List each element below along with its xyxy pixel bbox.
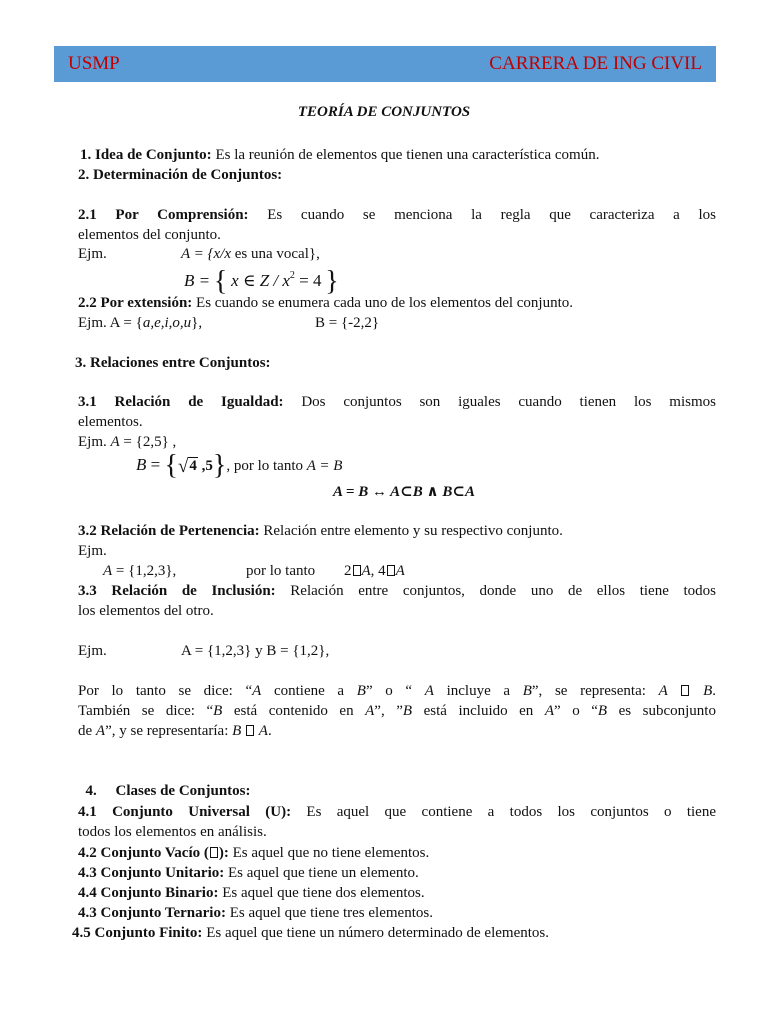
section-2-label: 2. Determinación de Conjuntos: xyxy=(78,167,283,183)
p2-c: A xyxy=(365,703,375,719)
section-2-1-text: Es cuando se menciona la regla que caracteriza a los xyxy=(248,207,717,223)
section-3-3-line-2: los elementos del otro. xyxy=(78,603,214,619)
set-a-var: A xyxy=(110,434,120,450)
inclusion-paragraph-line-3 xyxy=(78,722,272,740)
rel2-num: 4 xyxy=(378,563,386,579)
p1-i: A xyxy=(658,683,668,699)
set-var: A xyxy=(103,563,113,579)
section-1-label: 1. Idea de Conjunto: xyxy=(80,147,212,163)
set-b-eq: = 4 xyxy=(294,271,322,290)
section-1 xyxy=(80,146,599,164)
section-3 xyxy=(75,354,271,372)
section-2-2-example xyxy=(78,314,202,332)
section-2-1-label: 2.1 Por Comprensión: xyxy=(78,207,249,223)
set-b-exponent: 2 xyxy=(289,270,295,281)
p2-d: ”, ” xyxy=(374,703,403,719)
equality-formula: A = B ↔ A⊂B ∧ B⊂A xyxy=(332,484,475,500)
section-4-3-label: 4.3 Conjunto Unitario: xyxy=(78,865,225,881)
section-4-6-label: 4.5 Conjunto Finito: xyxy=(72,925,203,941)
p1-e: A xyxy=(424,683,434,699)
set-a-values: = {2,5} , xyxy=(119,434,177,450)
p1-0: Por lo tanto se dice: “ xyxy=(78,683,253,699)
missing-glyph-icon xyxy=(353,565,361,576)
inclusion-paragraph-line-2 xyxy=(78,702,716,720)
section-4-1-line-1 xyxy=(78,803,716,821)
section-3-3-text: Relación entre conjuntos, donde uno de ellos tiene todos xyxy=(275,583,716,599)
section-3-label: 3. Relaciones entre Conjuntos: xyxy=(75,355,271,371)
conclusion: A = B xyxy=(306,458,343,474)
section-4-1-line-2: todos los elementos en análisis. xyxy=(78,824,267,840)
section-3-2-so: por lo tanto xyxy=(246,563,316,579)
p3-e: A xyxy=(258,723,268,739)
section-4-6 xyxy=(72,924,549,942)
p3-c: ”, y se representaría: xyxy=(105,723,233,739)
section-4-5 xyxy=(78,904,433,922)
rbrace: } xyxy=(212,450,227,481)
section-4-1-text: Es aquel que contiene a todos los conjuntos o tiene xyxy=(291,804,716,820)
p2-a: B xyxy=(213,703,223,719)
section-2-2 xyxy=(78,294,573,312)
set-b-lhs: B = xyxy=(184,271,211,290)
section-3-1-label: 3.1 Relación de Igualdad: xyxy=(78,394,284,410)
rel1-num: 2 xyxy=(344,563,352,579)
p2-g: A xyxy=(544,703,555,719)
section-2-1-line-2: elementos del conjunto. xyxy=(78,227,221,243)
sqrt-symbol: √ xyxy=(177,456,189,477)
set-a-lhs: A = { xyxy=(181,246,214,262)
section-2-1-ejm: Ejm. xyxy=(78,246,107,262)
p2-f: está incluido en xyxy=(412,703,545,719)
ejm-a-close: }, xyxy=(191,315,203,331)
section-4-2 xyxy=(78,844,429,862)
section-4-2-label-a: 4.2 Conjunto Vacío ( xyxy=(78,845,209,861)
section-3-2 xyxy=(78,522,563,540)
missing-glyph-icon xyxy=(246,725,254,736)
section-3-1-ejm xyxy=(78,433,176,451)
section-3-2-text: Relación entre elemento y su respectivo conjunto. xyxy=(259,523,563,539)
ejm-b-set: B = {-2,2} xyxy=(315,315,380,331)
section-3-1-line-1 xyxy=(78,393,716,411)
p2-i: B xyxy=(597,703,608,719)
set-a-var: x/x xyxy=(213,246,231,262)
p2-e: B xyxy=(402,703,413,719)
missing-glyph-icon xyxy=(210,847,218,858)
set-b-body: x ∈ Z / x xyxy=(231,271,290,290)
p1-c: B xyxy=(356,683,366,699)
section-3-3-ejm: Ejm. xyxy=(78,643,107,659)
header-left: USMP xyxy=(68,53,120,74)
set-b-eq: = xyxy=(146,455,165,474)
p1-f: incluye a xyxy=(433,683,523,699)
section-4-3-text: Es aquel que tiene un elemento. xyxy=(224,865,419,881)
ejm-a-lhs: Ejm. A = { xyxy=(78,315,143,331)
missing-glyph-icon xyxy=(681,685,689,696)
section-4-2-text: Es aquel que no tiene elementos. xyxy=(228,845,430,861)
section-4-5-text: Es aquel que tiene tres elementos. xyxy=(225,905,433,921)
rel1-set: A xyxy=(361,563,371,579)
section-2-1-line-1 xyxy=(78,206,716,224)
inclusion-paragraph-line-1: Por lo tanto se dice: “A contiene a B” o “ A incluye a B”, se representa: A B. xyxy=(78,683,717,699)
set-b-lbrace: { xyxy=(213,266,228,297)
p1-j: B xyxy=(703,683,713,699)
section-3-3-line-1 xyxy=(78,582,716,600)
ejm-label: Ejm. xyxy=(78,434,107,450)
header-right: CARRERA DE ING CIVIL xyxy=(489,53,702,74)
lbrace: { xyxy=(164,450,178,481)
so-text: , por lo tanto xyxy=(226,458,307,474)
section-4-label: 4. Clases de Conjuntos: xyxy=(85,783,251,799)
p1-h: ”, se representa: xyxy=(531,683,659,699)
section-2-2-text: Es cuando se enumera cada uno de los elementos del conjunto. xyxy=(192,295,574,311)
section-4-2-label-b: ): xyxy=(218,845,229,861)
p2-j: es subconjunto xyxy=(607,703,716,719)
set-b-var: B xyxy=(136,455,147,474)
set-values: = {1,2,3}, xyxy=(112,563,177,579)
section-4-3 xyxy=(78,864,419,882)
p2-h: ” o “ xyxy=(554,703,598,719)
section-4-6-text: Es aquel que tiene un número determinado de elementos. xyxy=(202,925,549,941)
section-3-1-text: Dos conjuntos son iguales cuando tienen los mismos xyxy=(283,394,716,410)
p1-b: contiene a xyxy=(261,683,357,699)
section-2 xyxy=(78,166,282,184)
section-2-2-label: 2.2 Por extensión: xyxy=(78,295,193,311)
rel2-set: A xyxy=(395,563,405,579)
p3-b: A xyxy=(95,723,106,739)
section-4-4-text: Es aquel que tiene dos elementos. xyxy=(218,885,425,901)
section-3-2-ejm: Ejm. xyxy=(78,543,107,559)
p3-d: B xyxy=(232,723,242,739)
set-b-rbrace: } xyxy=(325,266,339,297)
document-title: TEORÍA DE CONJUNTOS xyxy=(297,104,471,120)
section-4-1-label: 4.1 Conjunto Universal (U): xyxy=(78,804,292,820)
radicand: 4 xyxy=(189,458,197,474)
p3-f: . xyxy=(267,723,272,739)
section-4-5-label: 4.3 Conjunto Ternario: xyxy=(78,905,226,921)
p1-a: A xyxy=(252,683,262,699)
section-3-1-line-2: elementos. xyxy=(78,414,143,430)
set-a-rest: es una vocal}, xyxy=(231,246,320,262)
page-header xyxy=(54,46,716,82)
membership-relations: 2 A, 4 A xyxy=(344,563,405,579)
section-3-2-set xyxy=(103,562,176,580)
after-radicand: ,5 xyxy=(197,458,213,474)
section-4-4-label: 4.4 Conjunto Binario: xyxy=(78,885,219,901)
ejm-vowels: a,e,i,o,u xyxy=(142,315,192,331)
set-a-comprehension xyxy=(181,245,320,263)
p2-0: También se dice: “ xyxy=(78,703,214,719)
section-4 xyxy=(78,764,251,800)
p1-d: ” o “ xyxy=(365,683,425,699)
p3-a: de xyxy=(78,723,96,739)
section-1-text: Es la reunión de elementos que tienen una característica común. xyxy=(211,147,600,163)
section-4-4 xyxy=(78,884,425,902)
p2-b: está contenido en xyxy=(222,703,366,719)
section-3-2-label: 3.2 Relación de Pertenencia: xyxy=(78,523,260,539)
set-b-comprehension xyxy=(184,266,339,297)
section-3-3-label: 3.3 Relación de Inclusión: xyxy=(78,583,276,599)
missing-glyph-icon xyxy=(387,565,395,576)
p1-g: B xyxy=(522,683,532,699)
section-3-3-sets: A = {1,2,3} y B = {1,2}, xyxy=(181,643,330,659)
set-b-sqrt xyxy=(136,450,343,481)
